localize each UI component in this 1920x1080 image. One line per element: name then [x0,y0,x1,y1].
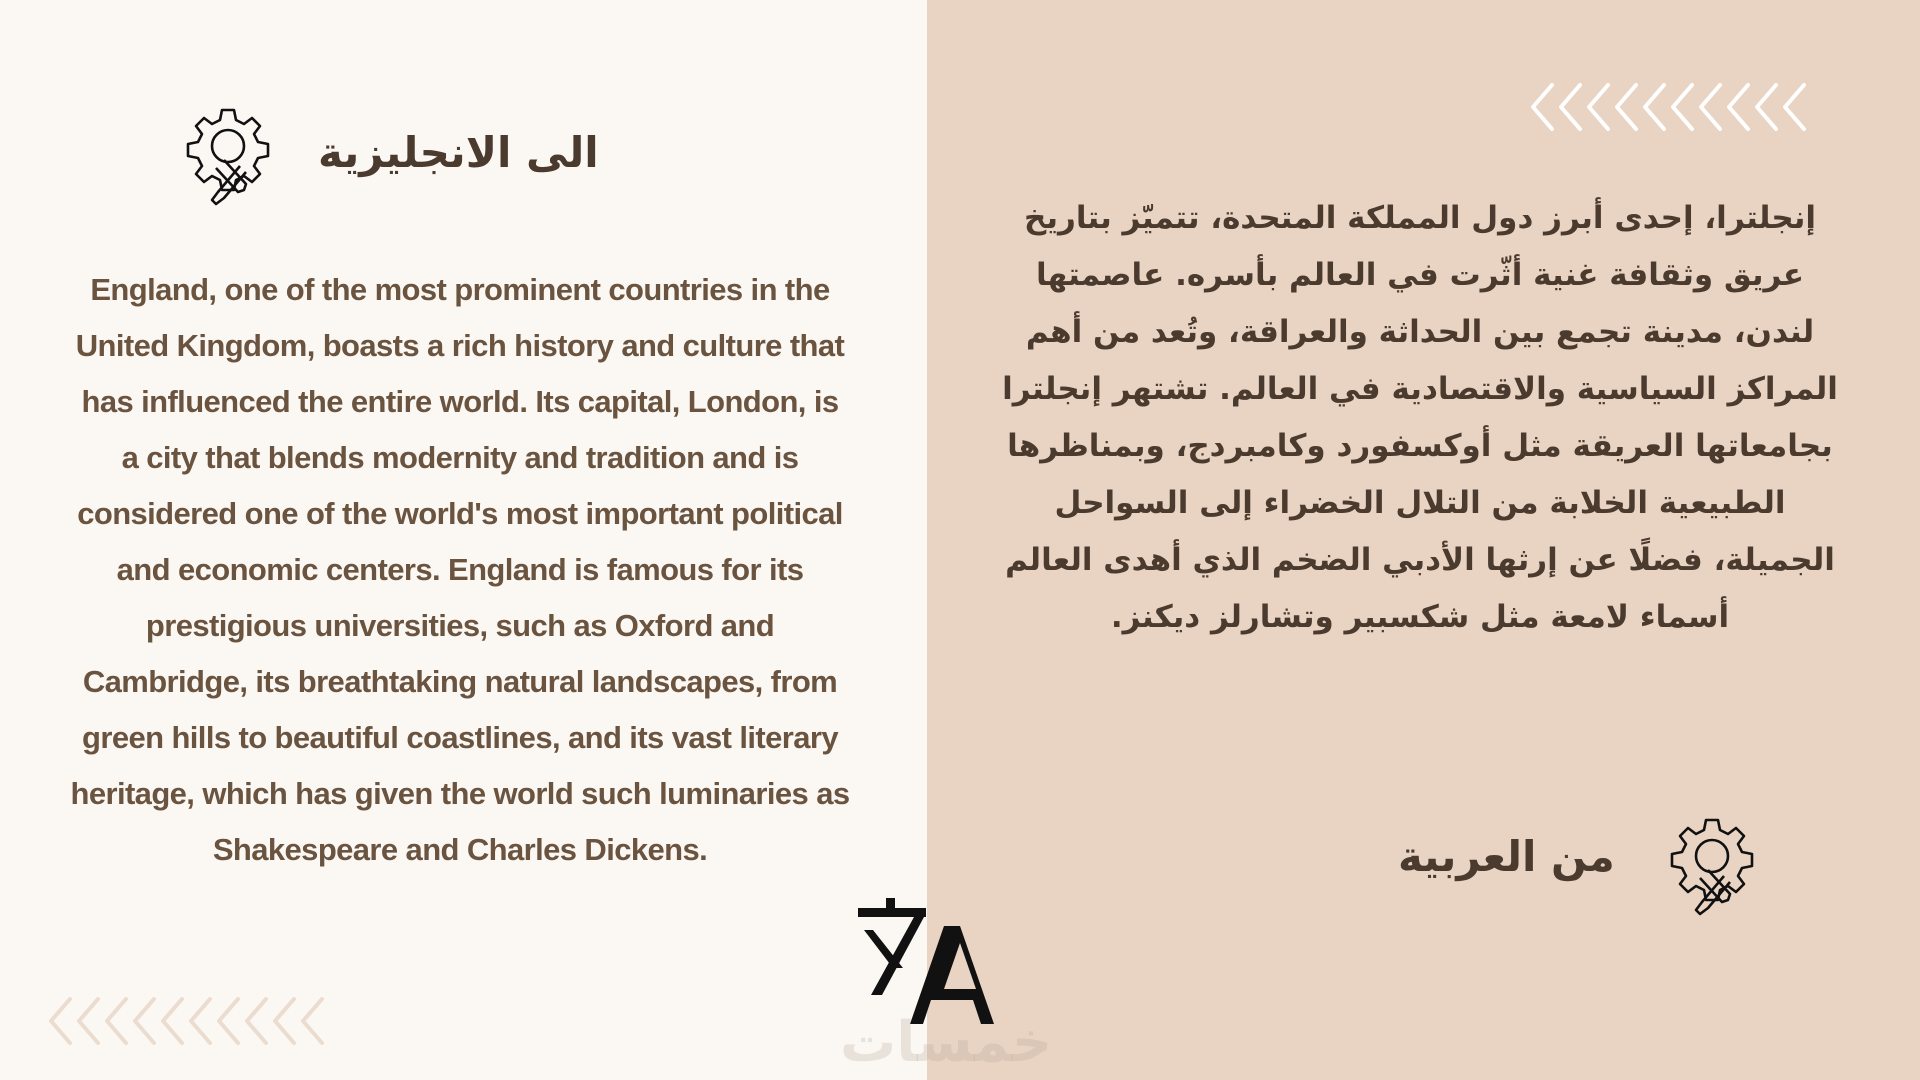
chevron-left-icon [102,996,130,1046]
chevron-left-icon [130,996,158,1046]
source-language-heading: من العربية [1398,832,1615,881]
chevron-left-icon [1528,82,1556,132]
chevron-left-icon [1556,82,1584,132]
translate-icon [858,898,994,1024]
chevron-left-icon [1612,82,1640,132]
chevron-left-icon [1780,82,1808,132]
chevron-left-icon [1752,82,1780,132]
chevron-left-icon [1584,82,1612,132]
chevron-left-icon [298,996,326,1046]
chevron-left-icon [214,996,242,1046]
chevron-left-icon [158,996,186,1046]
chevron-left-icon [186,996,214,1046]
chevron-left-icon [74,996,102,1046]
gear-wrench-icon [186,106,270,206]
chevron-left-icon [46,996,74,1046]
chevron-decoration-bottom [46,996,326,1046]
chevron-left-icon [1668,82,1696,132]
chevron-left-icon [1640,82,1668,132]
english-translation-text: England, one of the most prominent countries in the United Kingdom, boasts a rich history and culture that has influenced the entire world. Its capital, London, is a city that blends modernity and tradition and is considered one of the world's most important political and economic centers. England is famous for its prestigious universities, such as Oxford and Cambridge, its breathtaking natural landscapes, from green hills to beautiful coastlines, and its vast literary heritage, which has given the world such luminaries as Shakespeare and Charles Dickens. [70,272,850,867]
chevron-decoration-top [1528,82,1808,132]
chevron-left-icon [270,996,298,1046]
target-language-heading: الى الانجليزية [318,128,599,177]
chevron-left-icon [1696,82,1724,132]
gear-wrench-icon [1670,816,1754,916]
watermark: خمسات [840,1010,1053,1075]
chevron-left-icon [242,996,270,1046]
chevron-left-icon [1724,82,1752,132]
arabic-source-text: إنجلترا، إحدى أبرز دول المملكة المتحدة، تتميّز بتاريخ عريق وثقافة غنية أثّرت في العالم بأسره. عاصمتها لندن، مدينة تجمع بين الحداثة والعراقة، وتُعد من أهم المراكز السياسية والاقتصادية في العالم. تشتهر إنجلترا بجامعاتها العريقة مثل أوكسفورد وكامبردج، وبمناظرها الطبيعية الخلابة من التلال الخضراء إلى السواحل الجميلة، فضلًا عن إرثها الأدبي الضخم الذي أهدى العالم أسماء لامعة مثل شكسبير وتشارلز ديكنز. [1002,200,1838,635]
